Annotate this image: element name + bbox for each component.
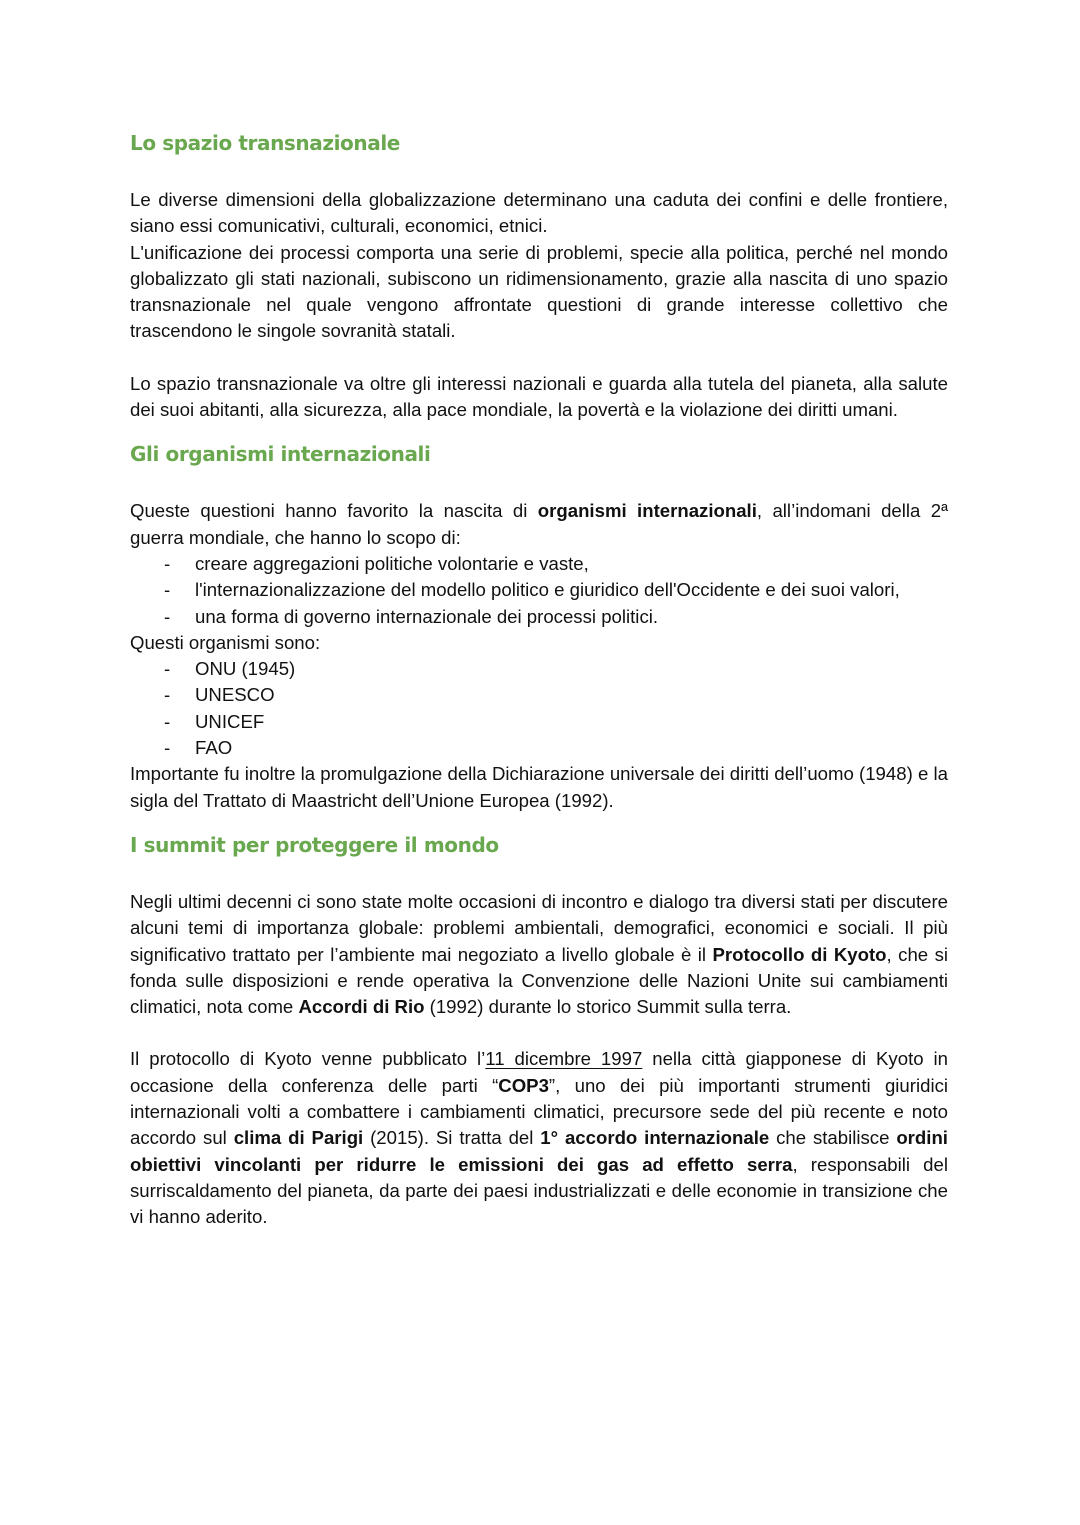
list-item: - UNESCO (195, 682, 948, 708)
paragraph: L'unificazione dei processi comporta una serie di problemi, specie alla politica, perché nel mondo globalizzato gli stati nazionali, subiscono un ridimensionamento, grazie alla nascita di uno spazio transnazionale nel quale vengono affrontate questioni di grande interesse collettivo che trascendono le singole sovranità statali. (130, 241, 948, 342)
list-item: - ONU (1945) (195, 656, 948, 682)
paragraph: Le diverse dimensioni della globalizzazione determinano una caduta dei confini e delle frontiere, siano essi comunicativi, culturali, economici, etnici. (130, 189, 948, 237)
paragraph: Importante fu inoltre la promulgazione della Dichiarazione universale dei diritti dell’uomo (1948) e la sigla del Trattato di Maastricht dell’Unione Europea (1992). (130, 763, 948, 811)
section-heading-organismi-internazionali: Gli organismi internazionali (130, 442, 431, 467)
list-item: - l'internazionalizzazione del modello politico e giuridico dell'Occidente e dei suoi valori, (195, 577, 948, 603)
list-item: - FAO (195, 735, 948, 761)
bold-term: organismi internazionali (537, 500, 757, 522)
underlined-date: 11 dicembre 1997 (485, 1048, 643, 1070)
section-heading-spazio-transnazionale: Lo spazio transnazionale (130, 131, 400, 155)
list-item: - una forma di governo internazionale dei processi politici. (195, 604, 948, 630)
list-item: - UNICEF (195, 709, 948, 735)
paragraph: Negli ultimi decenni ci sono state molte occasioni di incontro e dialogo tra diversi stati per discutere alcuni temi di importanza globale: problemi ambientali, demografici, economici e sociali. Il più significativo trattato per l’ambiente mai negoziato a livello globale è il Protocollo di Kyoto, che si fonda sulle disposizioni e rende operativa la Convenzione delle Nazioni Unite sui cambiamenti climatici, nota come Accordi di Rio (1992) durante lo storico Summit sulla terra. (130, 890, 949, 1018)
paragraph: Il protocollo di Kyoto venne pubblicato l’11 dicembre 1997 nella città giapponese di Kyoto in occasione della conferenza delle parti “COP3”, uno dei più importanti strumenti giuridici internazionali volti a combattere i cambiamenti climatici, precursore sede del più recente e noto accordo sul clima di Parigi (2015). Si tratta del 1° accordo internazionale che stabilisce ordini obiettivi vincolanti per ridurre le emissioni dei gas ad effetto serra, responsabili del surriscaldamento del pianeta, da parte dei paesi industrializzati e delle economie in transizione che vi hanno aderito. (130, 1048, 948, 1228)
bold-term: ordini obiettivi vincolanti per ridurre le emissioni dei gas ad effetto serra (130, 1127, 948, 1175)
document-page (130, 128, 948, 1231)
organisms-list (130, 656, 948, 761)
paragraph: Lo spazio transnazionale va oltre gli interessi nazionali e guarda alla tutela del pianeta, alla salute dei suoi abitanti, alla sicurezza, alla pace mondiale, la povertà e la violazione dei diritti umani. (130, 372, 948, 421)
bold-term: Protocollo di Kyoto (712, 943, 887, 965)
bold-term: Accordi di Rio (298, 996, 425, 1018)
bold-term: 1° accordo internazionale (540, 1127, 770, 1149)
bold-term: clima di Parigi (233, 1127, 364, 1149)
paragraph: Questi organismi sono: (130, 631, 321, 653)
paragraph: Queste questioni hanno favorito la nascita di organismi internazionali, all’indomani della 2ª guerra mondiale, che hanno lo scopo di: (130, 500, 948, 548)
bold-term: COP3 (498, 1074, 549, 1096)
aims-list (130, 551, 948, 630)
section-heading-summit: I summit per proteggere il mondo (130, 832, 499, 857)
list-item: - creare aggregazioni politiche volontarie e vaste, (195, 551, 948, 577)
